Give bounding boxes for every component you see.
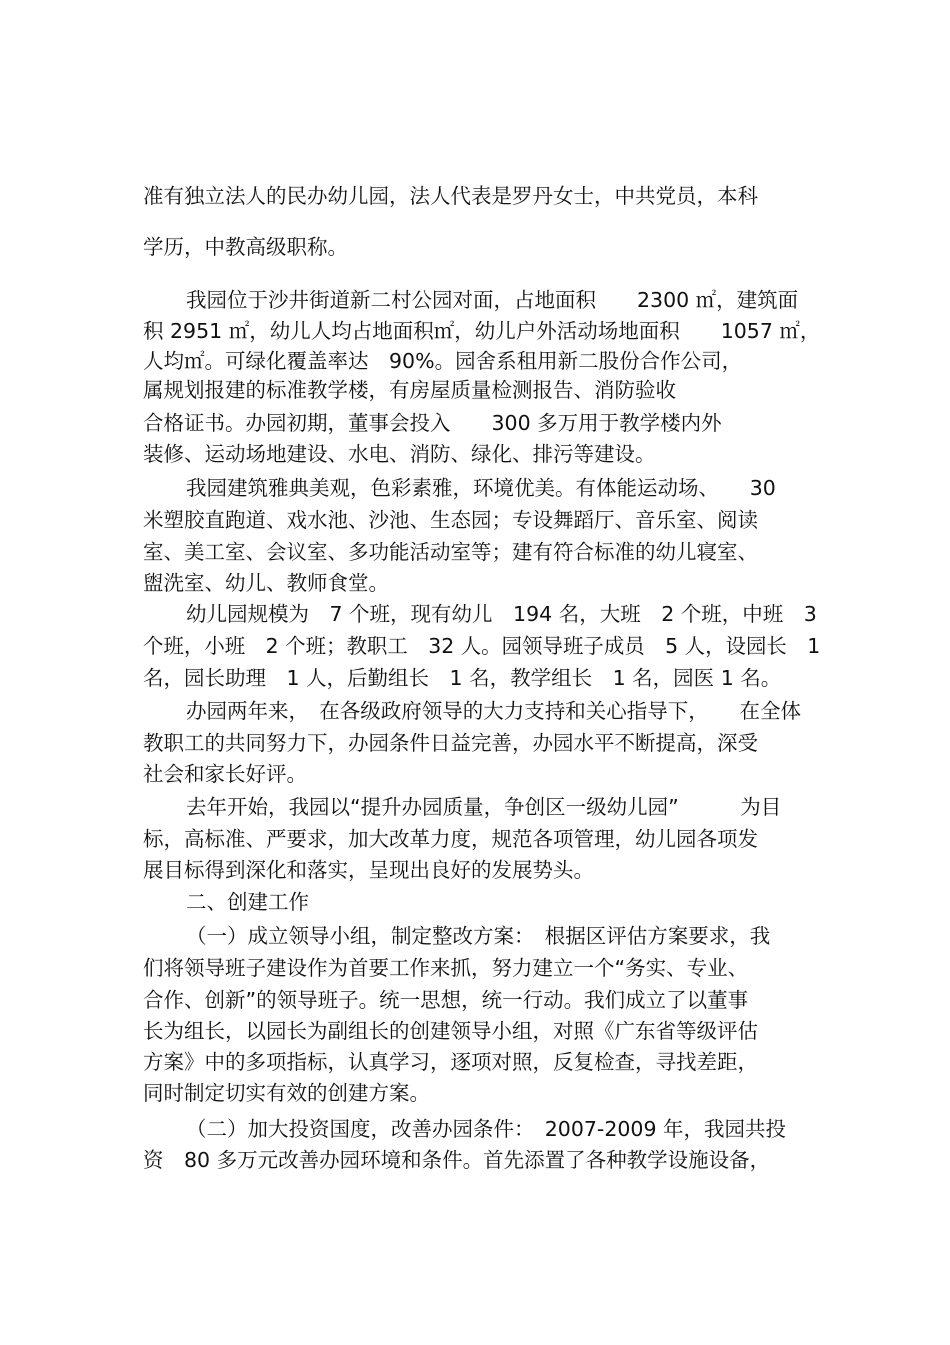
text-line: （二）加大投资国度，改善办园条件： 2007-2009 年，我园共投 xyxy=(186,1117,787,1141)
text-line: 同时制定切实有效的创建方案。 xyxy=(143,1081,430,1105)
text-line: 学历，中教高级职称。 xyxy=(143,235,348,259)
text-line: 名，园长助理 1 人，后勤组长 1 名，教学组长 1 名，园医 1 名。 xyxy=(143,666,782,690)
text-line: 个班，小班 2 个班；教职工 32 人。园领导班子成员 5 人，设园长 1 xyxy=(143,634,821,658)
text-line: 展目标得到深化和落实，呈现出良好的发展势头。 xyxy=(143,858,594,882)
text-line: 属规划报建的标准教学楼，有房屋质量检测报告、消防验收 xyxy=(143,378,676,402)
text-line: 室、美工室、会议室、多功能活动室等；建有符合标准的幼儿寝室、 xyxy=(143,540,758,564)
text-line: 教职工的共同努力下，办园条件日益完善，办园水平不断提高，深受 xyxy=(143,731,758,755)
text-line: 我园位于沙井街道新二村公园对面，占地面积 2300 ㎡，建筑面 xyxy=(186,288,799,312)
text-line: 我园建筑雅典美观，色彩素雅，环境优美。有体能运动场、 30 xyxy=(186,476,776,500)
text-line: 人均㎡。可绿化覆盖率达 90%。园舍系租用新二股份合作公司， xyxy=(143,349,743,373)
text-line: 方案》中的多项指标，认真学习，逐项对照，反复检查，寻找差距， xyxy=(143,1050,758,1074)
text-line: （一）成立领导小组，制定整改方案： 根据区评估方案要求，我 xyxy=(186,924,771,948)
text-line: 资 80 多万元改善办园环境和条件。首先添置了各种教学设施设备， xyxy=(143,1148,771,1172)
text-line: 合格证书。办园初期，董事会投入 300 多万用于教学楼内外 xyxy=(143,411,722,435)
text-line: 准有独立法人的民办幼儿园，法人代表是罗丹女士，中共党员，本科 xyxy=(143,184,758,208)
text-line: 长为组长，以园长为副组长的创建领导小组，对照《广东省等级评估 xyxy=(143,1019,758,1043)
text-line: 去年开始，我园以“提升办园质量，争创区一级幼儿园” 为目 xyxy=(186,795,782,819)
text-line: 们将领导班子建设作为首要工作来抓，努力建立一个“务实、专业、 xyxy=(143,956,749,980)
text-line: 盥洗室、幼儿、教师食堂。 xyxy=(143,571,389,595)
text-line: 积 2951 ㎡，幼儿人均占地面积㎡，幼儿户外活动场地面积 1057 ㎡， xyxy=(143,319,821,343)
text-line: 幼儿园规模为 7 个班，现有幼儿 194 名，大班 2 个班，中班 3 xyxy=(186,602,817,626)
text-line: 标，高标准、严要求，加大改革力度，规范各项管理，幼儿园各项发 xyxy=(143,827,758,851)
text-line: 社会和家长好评。 xyxy=(143,762,307,786)
section-heading: 二、创建工作 xyxy=(186,890,309,914)
text-line: 米塑胶直跑道、戏水池、沙池、生态园；专设舞蹈厅、音乐室、阅读 xyxy=(143,508,758,532)
text-line: 装修、运动场地建设、水电、消防、绿化、排污等建设。 xyxy=(143,442,656,466)
text-line: 合作、创新”的领导班子。统一思想，统一行动。我们成立了以董事 xyxy=(143,988,749,1012)
text-line: 办园两年来， 在各级政府领导的大力支持和关心指导下， 在全体 xyxy=(186,699,801,723)
